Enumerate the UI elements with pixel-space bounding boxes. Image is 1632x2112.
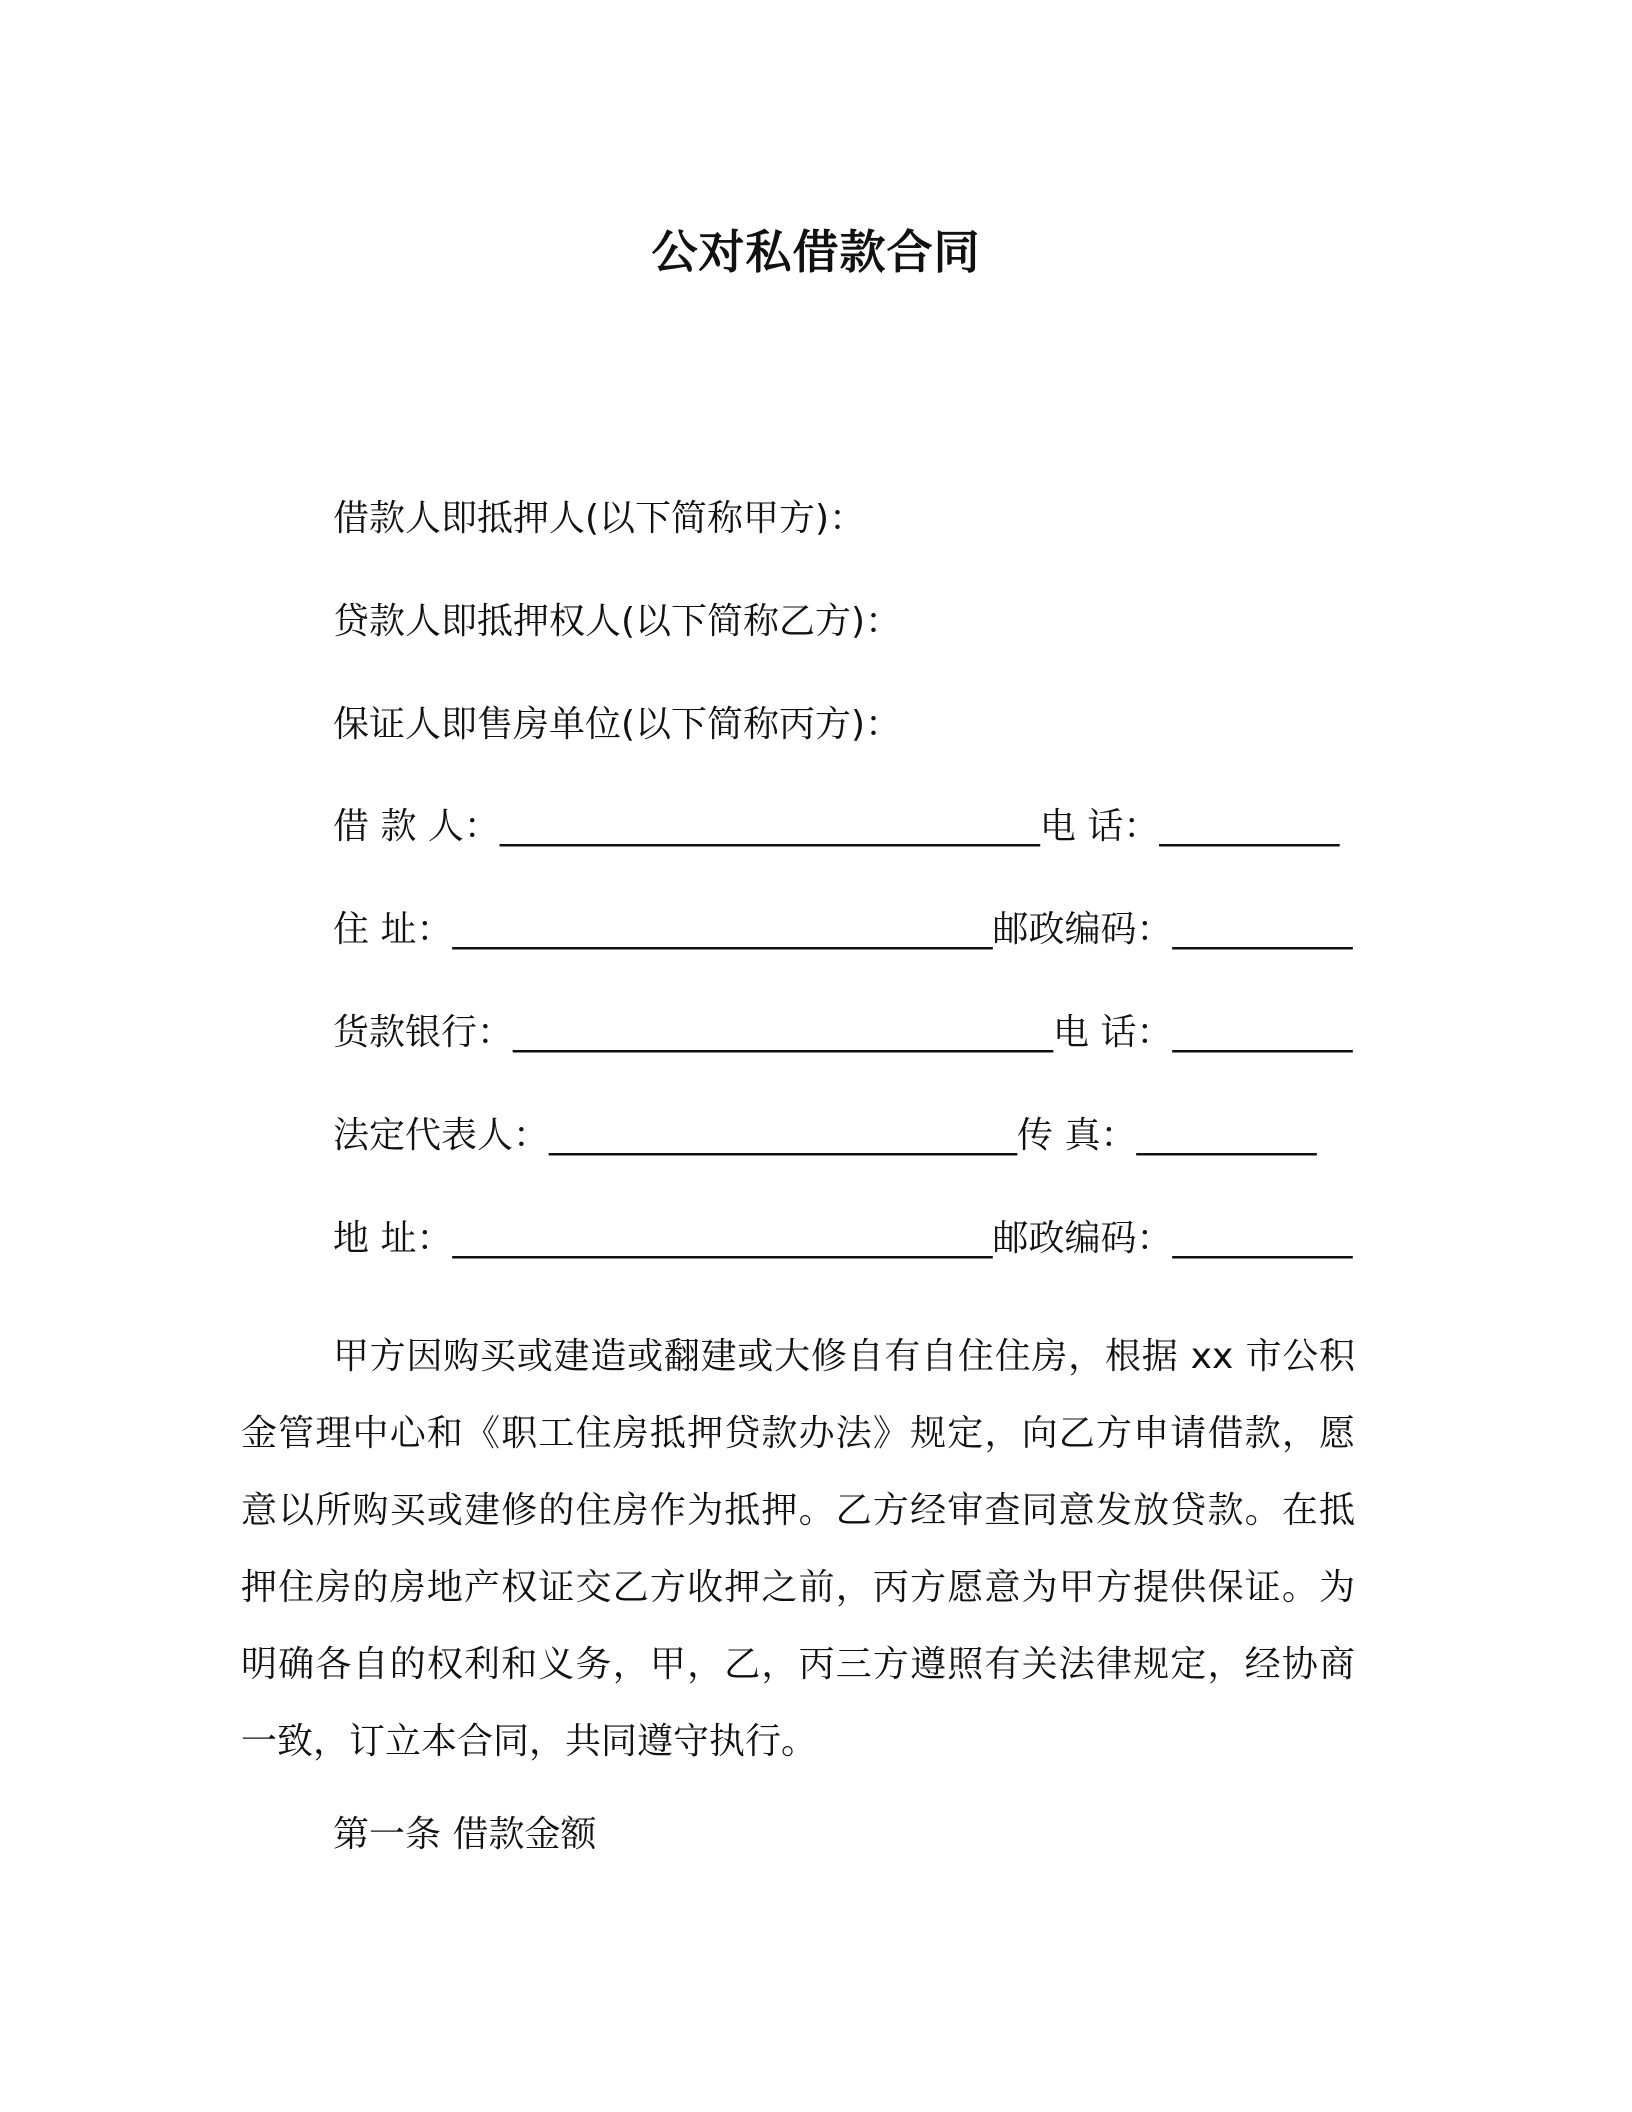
field-blank[interactable]: __________ bbox=[1172, 1218, 1353, 1259]
field-blank[interactable]: __________________________ bbox=[549, 1115, 1018, 1156]
field-row-bank bbox=[333, 1008, 1352, 1058]
field-label: 电 话： bbox=[1039, 806, 1160, 847]
field-blank[interactable]: __________ bbox=[1136, 1115, 1317, 1156]
field-blank[interactable]: ______________________________ bbox=[499, 806, 1040, 847]
field-blank[interactable]: __________ bbox=[1172, 909, 1353, 950]
field-row-bank-address bbox=[333, 1214, 1352, 1264]
article-1-heading: 第一条 借款金额 bbox=[333, 1814, 597, 1855]
field-row-borrower bbox=[333, 802, 1339, 852]
field-label: 邮政编码： bbox=[992, 1218, 1173, 1259]
field-blank[interactable]: __________ bbox=[1159, 806, 1340, 847]
field-label: 传 真： bbox=[1017, 1115, 1137, 1156]
field-row-address bbox=[333, 905, 1352, 955]
field-label: 电 话： bbox=[1053, 1012, 1173, 1053]
field-label: 货款银行： bbox=[333, 1012, 514, 1053]
field-blank[interactable]: __________ bbox=[1172, 1012, 1353, 1053]
field-label: 住 址： bbox=[333, 909, 453, 950]
party-guarantor-line: 保证人即售房单位(以下简称丙方)： bbox=[333, 704, 902, 745]
party-borrower-line: 借款人即抵押人(以下简称甲方)： bbox=[333, 498, 866, 539]
party-lender-line: 贷款人即抵押权人(以下简称乙方)： bbox=[333, 601, 902, 642]
field-label: 邮政编码： bbox=[992, 909, 1173, 950]
field-blank[interactable]: ______________________________ bbox=[513, 1012, 1054, 1053]
field-row-legal-rep bbox=[333, 1111, 1316, 1161]
field-blank[interactable]: ______________________________ bbox=[452, 909, 993, 950]
preamble-paragraph: 甲方因购买或建造或翻建或大修自有自住住房，根据 xx 市公积金管理中心和《职工住房抵押贷款办法》规定，向乙方申请借款，愿意以所购买或建修的住房作为抵押。乙方经审查同意发放贷款。在抵押住房的房地产权证交乙方收押之前，丙方愿意为甲方提供保证。为明确各自的权利和义务，甲，乙，丙三方遵照有关法律规定，经协商一致，订立本合同，共同遵守执行。 bbox=[241, 1336, 1355, 1762]
document-title: 公对私借款合同 bbox=[651, 225, 981, 279]
field-label: 借 款 人： bbox=[333, 806, 500, 847]
field-blank[interactable]: ______________________________ bbox=[452, 1218, 993, 1259]
field-label: 法定代表人： bbox=[333, 1115, 550, 1156]
field-label: 地 址： bbox=[333, 1218, 453, 1259]
